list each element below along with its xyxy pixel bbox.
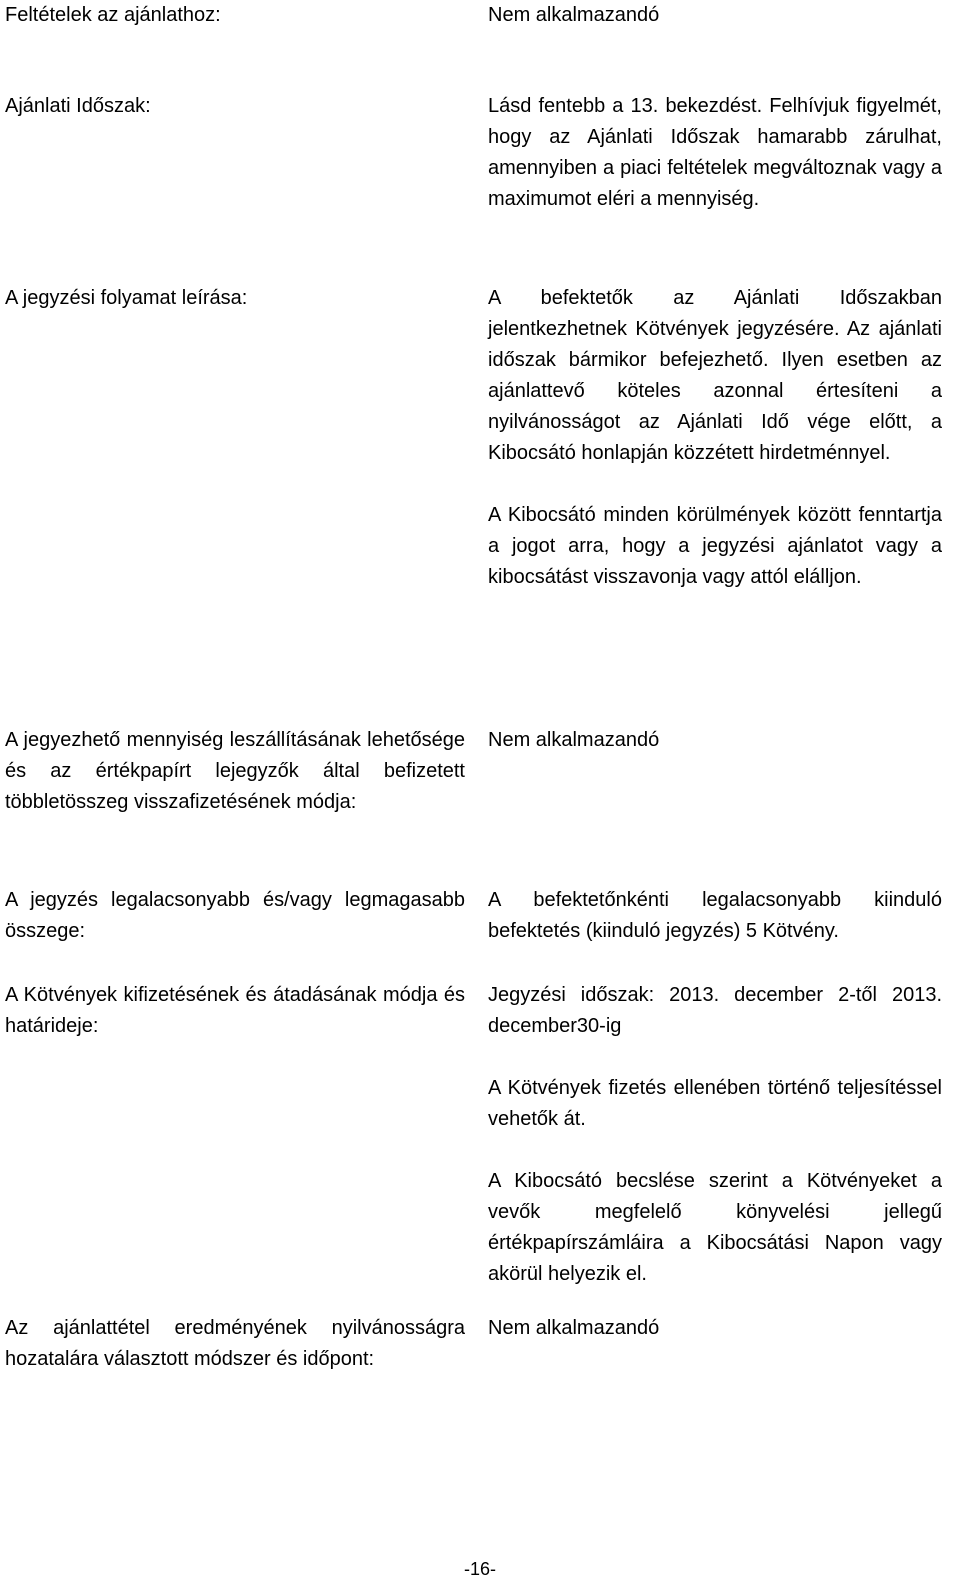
- value-offer-conditions: [488, 0, 942, 31]
- value-reduction-refund: [488, 725, 942, 756]
- label-min-max-amount: A jegyzés legalacsonyabb és/vagy legmagasabb összege:: [5, 889, 465, 942]
- paragraph: A Kibocsátó becslése szerint a Kötvényeket a vevők megfelelő könyvelési jellegű értékpapírszámláira a Kibocsátási Napon vagy akörül helyezik el.: [488, 1170, 942, 1285]
- label-payment-delivery: A Kötvények kifizetésének és átadásának módja és határideje:: [5, 984, 465, 1037]
- paragraph: A Kibocsátó minden körülmények között fenntartja a jogot arra, hogy a jegyzési ajánlatot vagy a kibocsátást visszavonja vagy attól elálljon.: [488, 504, 942, 588]
- label-subscription-process: A jegyzési folyamat leírása:: [5, 287, 248, 309]
- page-number: -16-: [463, 1559, 496, 1579]
- paragraph: Jegyzési időszak: 2013. december 2-től 2013. december30-ig: [488, 984, 942, 1037]
- paragraph: Lásd fentebb a 13. bekezdést. Felhívjuk figyelmét, hogy az Ajánlati Időszak hamarabb zárulhat, amennyiben a piaci feltételek megváltoznak vagy a maximumot eléri a mennyiség.: [488, 95, 942, 210]
- paragraph: A befektetőnkénti legalacsonyabb kiinduló befektetés (kiinduló jegyzés) 5 Kötvény.: [488, 889, 942, 942]
- value-results-publication: [488, 1313, 942, 1344]
- label-reduction-refund: A jegyezhető mennyiség leszállításának lehetősége és az értékpapírt lejegyzők által befizetett többletösszeg visszafizetésének módja:: [5, 729, 465, 813]
- label-offer-conditions: Feltételek az ajánlathoz:: [5, 4, 221, 26]
- label-results-publication: Az ajánlattétel eredményének nyilvánosságra hozatalára választott módszer és időpont:: [5, 1317, 465, 1370]
- label-offer-period: Ajánlati Időszak:: [5, 95, 151, 117]
- value-offer-period: [488, 91, 942, 215]
- paragraph: Nem alkalmazandó: [488, 4, 660, 26]
- value-payment-delivery: [488, 980, 942, 1290]
- paragraph: A befektetők az Ajánlati Időszakban jelentkezhetnek Kötvények jegyzésére. Az ajánlati időszak bármikor befejezhető. Ilyen esetben az ajánlattevő köteles azonnal értesíteni a nyilvánosságot az Ajánlati Idő vége előtt, a Kibocsátó honlapján közzétett hirdetménnyel.: [488, 287, 942, 464]
- paragraph: Nem alkalmazandó: [488, 1317, 660, 1339]
- paragraph: A Kötvények fizetés ellenében történő teljesítéssel vehetők át.: [488, 1077, 942, 1130]
- value-min-max-amount: [488, 885, 942, 947]
- value-subscription-process: [488, 283, 942, 593]
- paragraph: Nem alkalmazandó: [488, 729, 660, 751]
